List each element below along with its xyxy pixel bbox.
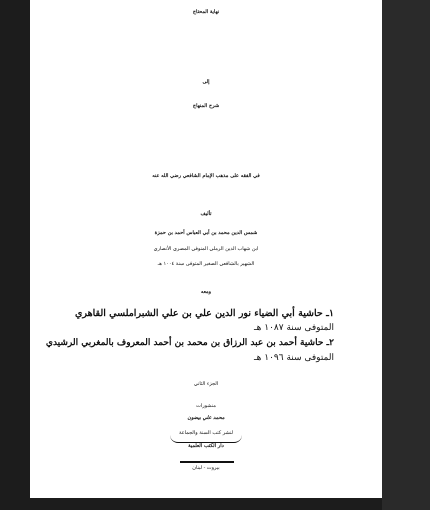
publisher-note: لنشر كتب السنة والجماعة xyxy=(178,430,233,436)
viewer-side-panel xyxy=(382,0,430,510)
publisher-rule xyxy=(180,461,234,463)
hashiya-1-death: المتوفى سنة ١٠٨٧ هـ xyxy=(253,323,334,333)
book-subtitle: شرح المنهاج xyxy=(192,103,220,109)
publisher-label: منشورات xyxy=(196,403,216,409)
hashiya-2: ٢ـ حاشية أحمد بن عبد الرزاق بن محمد بن أحمد المعروف بالمغربي الرشيدي xyxy=(45,338,334,348)
volume-label: الجزء الثاني xyxy=(193,381,219,387)
book-title-page xyxy=(30,0,382,498)
book-school-line: في الفقه على مذهب الإمام الشافعي رضي الله عنه xyxy=(152,173,260,179)
hashiya-2-death: المتوفى سنة ١٠٩٦ هـ xyxy=(253,353,334,363)
publisher-house: دار الكتب العلمية xyxy=(188,443,224,449)
publisher-city: بيروت - لبنان xyxy=(192,465,220,471)
hashiya-1: ١ـ حاشية أبي الضياء نور الدين علي بن علي الشبراملسي القاهري xyxy=(74,308,334,319)
author-line-3: الشهير بالشافعي الصغير المتوفى سنة ١٠٠٤ هـ xyxy=(157,261,255,267)
author-line-1: شمس الدين محمد بن أبي العباس أحمد بن حمزة xyxy=(154,230,258,236)
book-title: نهاية المحتاج xyxy=(192,9,220,15)
publisher-name: محمد علي بيضون xyxy=(187,415,225,421)
author-line-2: ابن شهاب الدين الرملي المنوفي المصري الأنصاري xyxy=(153,246,259,252)
authorship-label: تأليف xyxy=(200,211,212,217)
book-title-connector: إلى xyxy=(202,79,210,85)
companion-label: ومعه xyxy=(200,289,212,295)
publisher-ornament xyxy=(170,435,242,443)
